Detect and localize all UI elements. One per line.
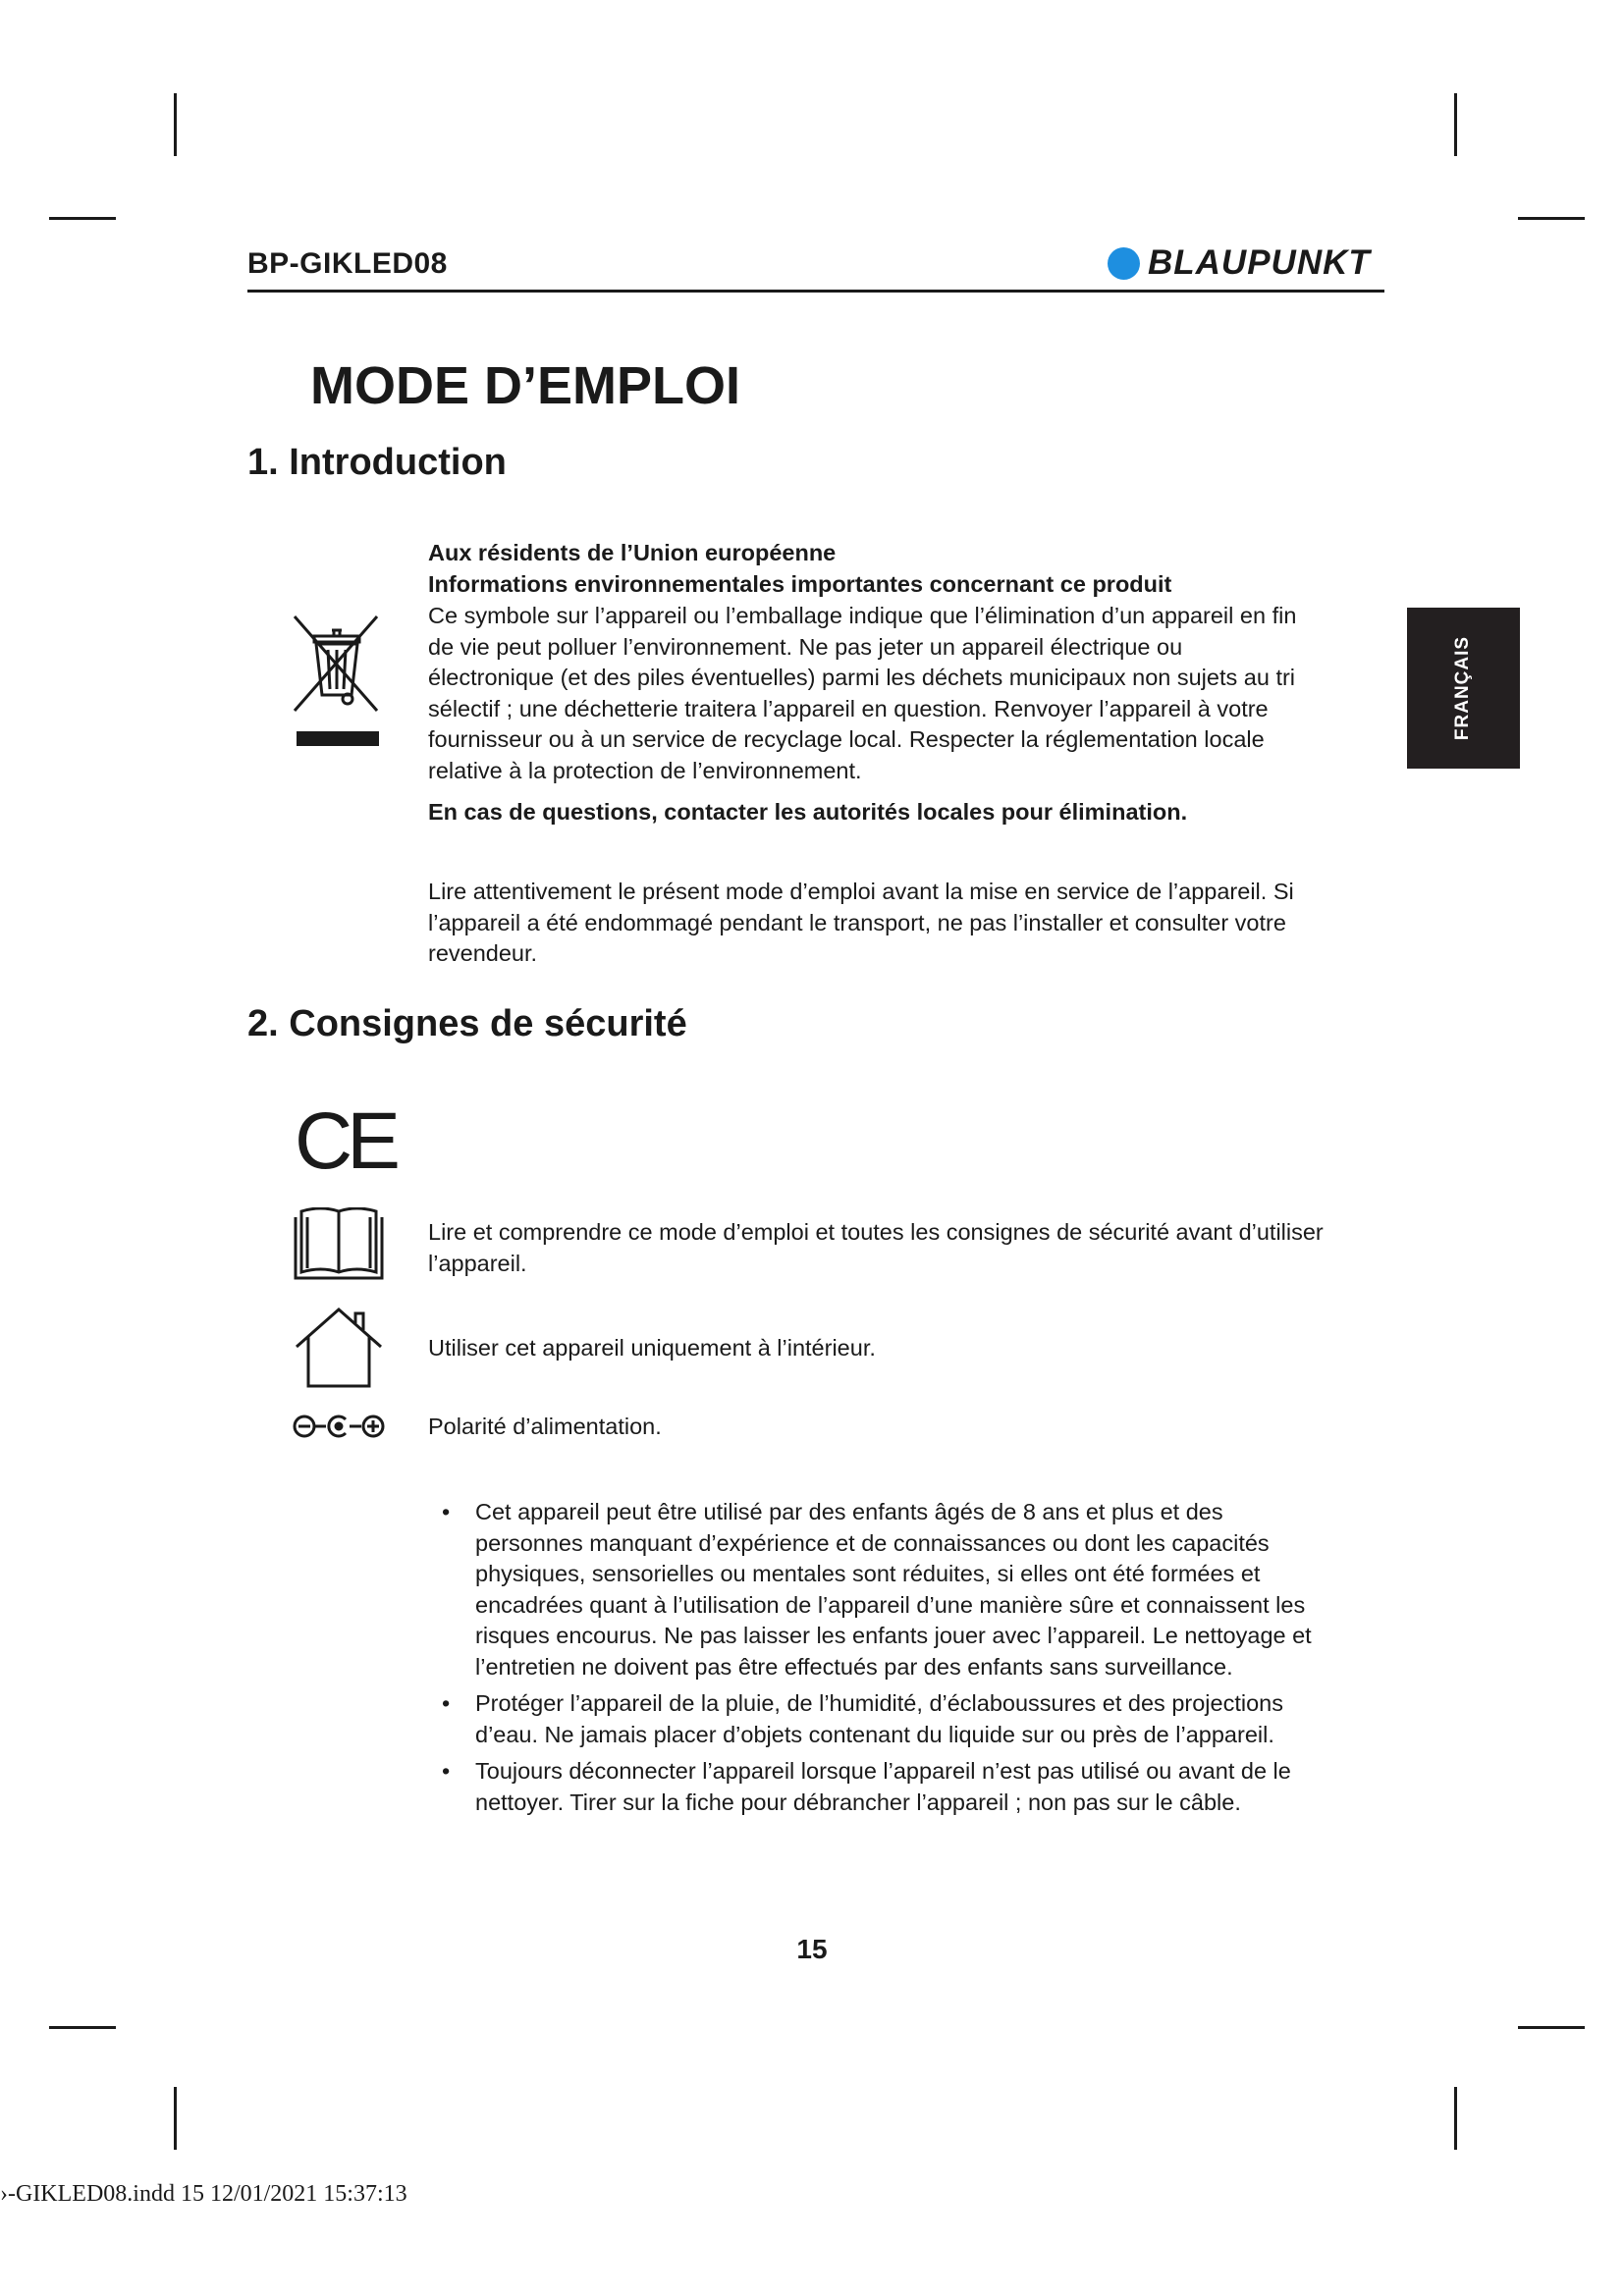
polarity-text: Polarité d’alimentation. xyxy=(428,1414,662,1439)
page-number: 15 xyxy=(796,1934,828,1964)
crop-mark-top-left-vertical xyxy=(174,93,177,156)
safety-bullet-children: • Cet appareil peut être utilisé par des enfants âgés de 8 ans et plus et des personnes manquant d’expérience et de connaissances ou dont les capacités physiques, sensorielles ou mentales sont réduites, si elles ont été formées et encadrées quant à l’utilisation de l’appareil d’une manière sûre et connaissent les risques encourus. Ne pas laisser les enfants jouer avec l’appareil. Le nettoyage et l’entretien ne doivent pas être effectués par des enfants sans surveillance. xyxy=(442,1497,1335,1682)
print-slug: ›-GIKLED08.indd 15 12/01/2021 15:37:13 xyxy=(0,2181,407,2207)
read-manual-text: Lire attentivement le présent mode d’emploi avant la mise en service de l’appareil. Si l’appareil a été endommagé pendant le transport, ne pas l’installer et consulter votre revendeur. xyxy=(428,879,1294,966)
brand-name: BLAUPUNKT xyxy=(1148,243,1371,282)
crop-mark-top-right-horizontal xyxy=(1518,217,1585,220)
page-title: MODE D’EMPLOI xyxy=(310,356,741,415)
brand-logo xyxy=(1108,243,1371,283)
crop-mark-bottom-right-vertical xyxy=(1454,2087,1457,2150)
ce-mark-icon: CE xyxy=(295,1096,395,1186)
header-rule xyxy=(247,290,1384,293)
weee-bin-icon xyxy=(287,609,390,751)
crop-mark-bottom-right-horizontal xyxy=(1518,2026,1585,2029)
language-tab-label: FRANÇAIS xyxy=(1452,635,1473,741)
crop-mark-top-left-horizontal xyxy=(49,217,116,220)
language-tab xyxy=(1407,608,1520,769)
crop-mark-top-right-vertical xyxy=(1454,93,1457,156)
section-heading-safety: 2. Consignes de sécurité xyxy=(247,1003,687,1044)
contact-authorities-text: En cas de questions, contacter les autorités locales pour élimination. xyxy=(428,799,1188,825)
brand-dot-icon xyxy=(1108,247,1140,280)
environment-text: Ce symbole sur l’appareil ou l’emballage indique que l’élimination d’un appareil en fin de vie peut polluer l’environnement. Ne pas jeter un appareil électrique ou électronique (et des piles éventuelles) parmi les déchets municipaux non sujets au tri sélectif ; une déchetterie traitera l’appareil en question. Renvoyer l’appareil à votre fournisseur ou à un service de recyclage local. Respecter la réglementation locale relative à la protection de l’environnement. xyxy=(428,603,1297,783)
safety-bullet-disconnect: • Toujours déconnecter l’appareil lorsque l’appareil n’est pas utilisé ou avant de le nettoyer. Tirer sur la fiche pour débrancher l’appareil ; non pas sur le câble. xyxy=(442,1756,1335,1818)
crop-mark-bottom-left-horizontal xyxy=(49,2026,116,2029)
crop-mark-bottom-left-vertical xyxy=(174,2087,177,2150)
manual-instruction-text: Lire et comprendre ce mode d’emploi et toutes les consignes de sécurité avant d’utiliser l’appareil. xyxy=(428,1219,1324,1276)
environment-heading: Informations environnementales importantes concernant ce produit xyxy=(428,571,1172,597)
safety-bullet-water: • Protéger l’appareil de la pluie, de l’humidité, d’éclaboussures et des projections d’eau. Ne jamais placer d’objets contenant du liquide sur ou près de l’appareil. xyxy=(442,1688,1335,1750)
indoor-house-icon xyxy=(293,1306,385,1390)
model-number: BP-GIKLED08 xyxy=(247,247,448,280)
section-heading-introduction: 1. Introduction xyxy=(247,442,507,483)
eu-residents-heading: Aux résidents de l’Union européenne xyxy=(428,540,837,565)
indoor-use-text: Utiliser cet appareil uniquement à l’intérieur. xyxy=(428,1335,876,1361)
safety-bullet-list xyxy=(442,1497,1335,1824)
open-book-icon xyxy=(290,1207,388,1284)
polarity-icon xyxy=(291,1412,387,1441)
